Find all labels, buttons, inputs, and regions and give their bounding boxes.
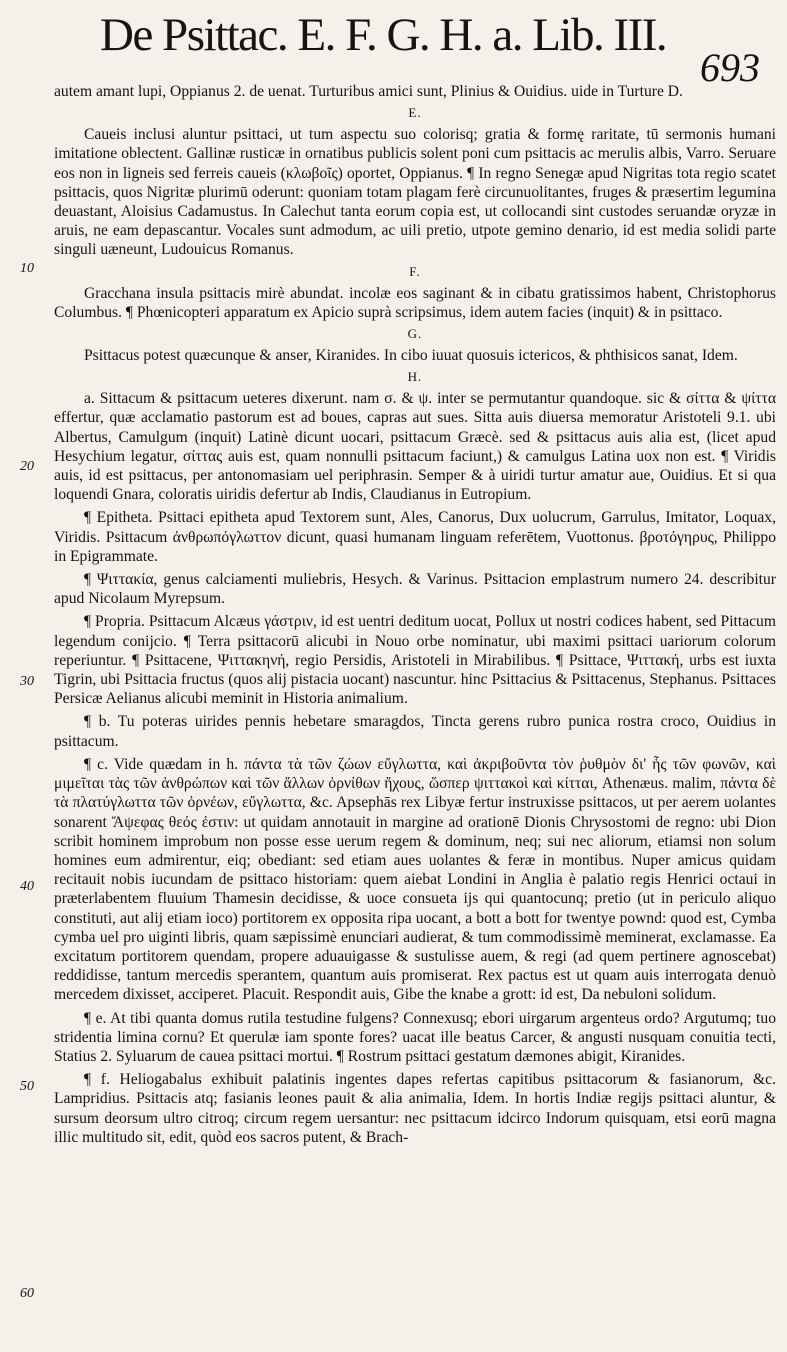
line-number-30: 30	[20, 674, 34, 689]
section-h-psittakia-paragraph: ¶ Ψιττακία, genus calciamenti muliebris, Hesych. & Varinus. Psittacion emplastrum numero 24. describitur apud Nicolaum Myrepsum.	[54, 571, 776, 608]
section-h-epitheta-paragraph: ¶ Epitheta. Psittaci epitheta apud Textorem sunt, Ales, Canorus, Dux uolucrum, Garrulus, Imitator, Loquax, Viridis. Psittacum ἀνθρωπόγλωττον dicunt, quasi humanam linguam referētem, Vuottonus. βροτόγηρυς, Philippo in Epigrammate.	[54, 509, 776, 565]
section-d-continuation: autem amant lupi, Oppianus 2. de uenat. Turturibus amici sunt, Plinius & Ouidius. uide in Turture D.	[54, 83, 683, 100]
section-e-paragraph: Caueis inclusi aluntur psittaci, ut tum aspectu suo colorisq; gratia & formę raritate, tū sermonis humani imitatione oblectent. Gallinæ rusticæ in ornatibus publicis solent poni cum psittacis ac merulis albis, Varro. Seruare eos non in ligneis sed ferreis caueis (κλωβοῖς) oportet, Oppianus. ¶ In regno Senegæ apud Nigritas tota regio scatet psittacis, quos Nigritæ plurimū oderunt: quoniam totam plagam ferè circunuolitantes, fruges & præsertim legumina deuastant, Aloisius Cadamustus. In Calechut tanta eorum copia est, ut collocandi sint custodes seruandæ oryzæ in aruis, ne eam depascantur. Vocales sunt admodum, ac uili pretio, utpote gemino denario, id est media solidi parte singuli uæneunt, Ludouicus Romanus.	[54, 126, 776, 259]
section-g-paragraph: Psittacus potest quæcunque & anser, Kiranides. In cibo iuuat quosuis ictericos, & phthisicos sanat, Idem.	[84, 347, 738, 365]
section-letter-e: E.	[408, 105, 422, 121]
section-letter-h: H.	[407, 369, 423, 385]
section-h-propria-paragraph: ¶ Propria. Psittacum Alcæus γάστριν, id est uentri deditum uocat, Pollux ut nostri codices habent, sed Pittacum legendum conijcio. ¶ Terra psittacorū alicubi in Nouo orbe nominatur, ubi maximi psittaci uariorum colorum reperiuntur. ¶ Psittacene, Ψιττακηνή, regio Persidis, Aristoteli in Mirabilibus. ¶ Psittace, Ψιττακή, urbs est iuxta Tigrin, ubi Psittacia fructus (quos alij pistacia uocant) nascuntur. hinc Psittacius & Psittacenus, Stephanus. Psittaces Persicæ Aelianus alicubi meminit in Historia animalium.	[54, 613, 776, 708]
section-h-c-paragraph: ¶ c. Vide quædam in h. πάντα τὰ τῶν ζώων εὔγλωττα, καὶ ἀκριβοῦντα τὸν ῥυθμὸν δι' ἧς τῶν φωνῶν, καὶ μιμεῖται τὰς τῶν ἀνθρώπων καὶ τῶν ἄλλων ὀρνίθων ἤχους, ὥσπερ ψιττακοὶ καὶ κίτται, Athenæus. malim, πάντα δὲ τὰ πλατύγλωττα τῶν ὀρνέων, εὔγλωττα, &c. Apsephās rex Libyæ fertur instruxisse psittacos, ut per aerem uolantes sonarent Ἄψεφας θεός ἐστιν: ut quidam annotauit in margine ad orationē Dionis Chrysostomi de regno: ubi Dion scribit hominem improbum non posse esse uerum regem & dominum, neq; sui nec aliorum, etiamsi non solum homines eum admirentur, eiq; obediant: sed etiam aues uolantes & feræ in montibus. Nuper amicus quidam recitauit nobis iucundam de psittaco historiam: quem aiebat Londini in Anglia è palatio regis Henrici octaui in præterlabentem fluuium Thamesin decidisse, & uoce consueta ijs qui quantocunq; pretio (ut in periculo aliquo constituti, aut alij etiam ioco) portitorem ex opposita ripa uocant, a bott a bott for twentye pownd: quod est, Cymba cymba uel pro uiginti libris, quam sæpissimè enunciari audierat, & tum commodissimè meminerat, exclamasse. Ea excitatum portitorem quendam, propere aduauigasse & sustulisse auem, & regi (ad quem pertinere agnoscebat) reddidisse, tantum mercedis sperantem, quantum auis promiserat. Rex pactus est ut quam auis interrogata denuò mercedem dixisset, acciperet. Placuit. Respondit auis, Gibe the knabe a grott: id est, Da nebuloni solidum.	[54, 755, 776, 1004]
section-h-f-paragraph: ¶ f. Heliogabalus exhibuit palatinis ingentes dapes refertas capitibus psittacorum & fasianorum, &c. Lampridius. Psittacis atq; fasianis leones pauit & alia animalia, Idem. In hortis Indiæ regijs psittaci aluntur, & sursum deorsum ultro citroq; circum regem uersantur: nec psittacum idcirco Indorum quisquam, etsi eorū magna illic multitudo sit, edit, quòd eos sacros putent, & Brach-	[54, 1071, 776, 1146]
section-letter-f: F.	[409, 263, 421, 279]
line-number-40: 40	[20, 879, 34, 894]
line-number-50: 50	[20, 1079, 34, 1094]
text-body	[54, 82, 776, 1151]
line-number-10: 10	[20, 261, 34, 276]
page-number: 693	[700, 45, 760, 90]
line-number-20: 20	[20, 459, 34, 474]
section-h-a-paragraph: a. Sittacum & psittacum ueteres dixerunt. nam σ. & ψ. inter se permutantur quandoque. sic & σίττα & ψίττα effertur, quæ acclamatio pastorum est ad boues, capras aut sues. Sitta auis diuersa memoratur Aristoteli 9.1. ubi Albertus, Camulgum (inquit) Latinè dicunt uocari, psittacum Græcè. sed & psittacus auis alia est, (licet apud Hesychium legatur, σίττας auis est, quam nonnulli psittacum faciunt,) & camulgus Latina uox non est. ¶ Viridis auis, id est psittacus, per antonomasiam uel periphrasin. Semper & à uiridi turtur amatur aue, Ouidius. Et si qua loquendi Gnara, coloratis uiridis defertur ab Indis, Claudianus in Eutropium.	[54, 390, 776, 504]
section-letter-g: G.	[407, 326, 423, 342]
section-f-paragraph: Gracchana insula psittacis mirè abundat. incolæ eos saginant & in cibatu gratissimos habent, Christophorus Columbus. ¶ Phœnicopteri apparatum ex Apicio suprà scripsimus, idem autem facies (inquit) & in psittaco.	[54, 284, 776, 321]
section-h-e-paragraph: ¶ e. At tibi quanta domus rutila testudine fulgens? Connexusq; ebori uirgarum argenteus ordo? Argutumq; tuo stridentia limina cornu? Et querulæ iam sponte fores? uacat ille beatus Carcer, & angusti nusquam conuitia tecti, Statius 2. Syluarum de cauea psittaci mortui. ¶ Rostrum psittaci gestatum dæmones abigit, Kiranides.	[54, 1009, 776, 1065]
running-head: De Psittac. E. F. G. H. a. Lib. III.	[100, 9, 667, 61]
section-h-b-paragraph: ¶ b. Tu poteras uirides pennis hebetare smaragdos, Tincta gerens rubro punica rostra croco, Ouidius in psittacum.	[54, 713, 776, 750]
line-number-60: 60	[20, 1286, 34, 1301]
